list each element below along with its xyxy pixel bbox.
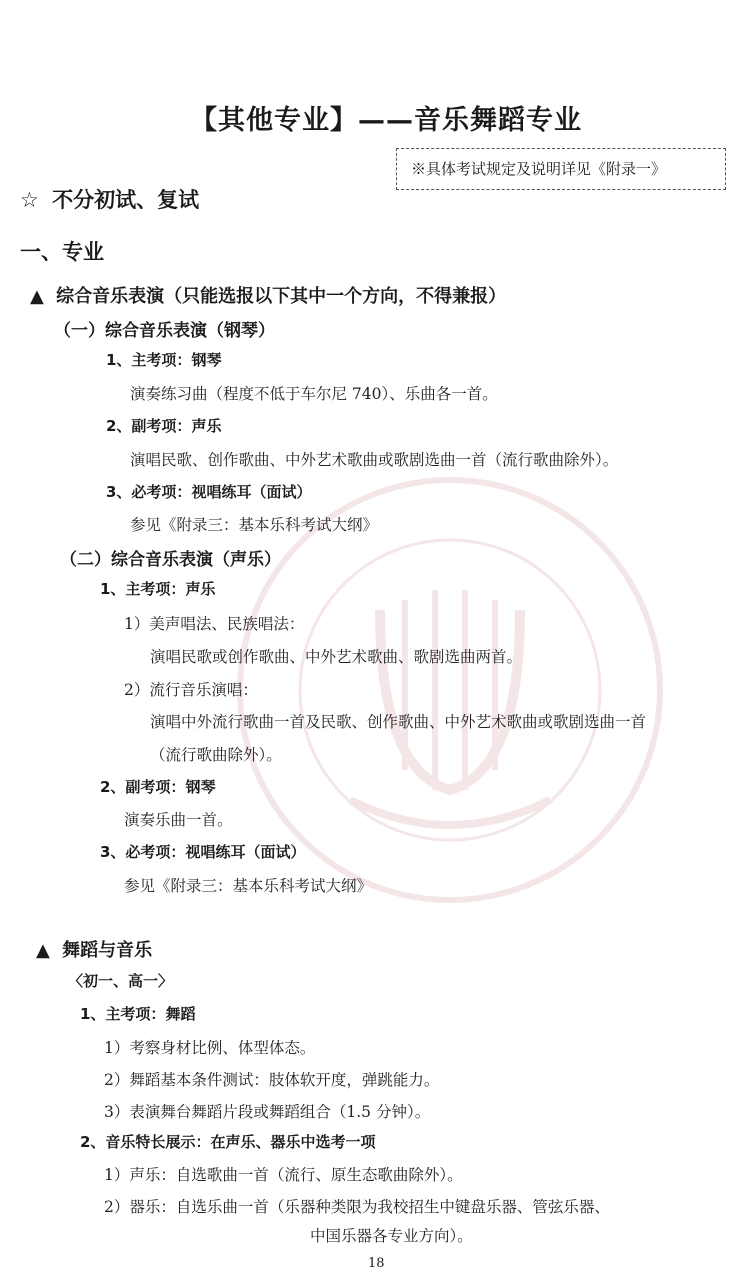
sub1-item2-label: 2、副考项：声乐 — [106, 417, 222, 435]
star-outline-icon: ☆ — [20, 188, 39, 212]
sub1-heading: （一）综合音乐表演（钢琴） — [54, 321, 275, 341]
triangle-filled-icon: ▲ — [30, 286, 44, 307]
b-item1-point: 3）表演舞台舞蹈片段或舞蹈组合（1.5 分钟）。 — [104, 1103, 431, 1121]
sub2-item1-label: 1、主考项：声乐 — [100, 580, 216, 598]
grade-label: 〈初一、高一〉 — [68, 972, 174, 990]
sub2-item3-text: 参见《附录三：基本乐科考试大纲》 — [124, 877, 373, 895]
section-star — [20, 184, 199, 214]
sub1-item3-text: 参见《附录三：基本乐科考试大纲》 — [130, 516, 379, 534]
b-item2-label: 2、音乐特长展示：在声乐、器乐中选考一项 — [80, 1133, 376, 1151]
page-title: 【其他专业】——音乐舞蹈专业 — [190, 105, 582, 136]
sub2-heading: （二）综合音乐表演（声乐） — [60, 550, 281, 570]
sub2-item1-opt1-text: 演唱民歌或创作歌曲、中外艺术歌曲、歌剧选曲两首。 — [150, 648, 523, 666]
block-a-heading-text: 综合音乐表演（只能选报以下其中一个方向，不得兼报） — [56, 286, 507, 307]
block-b-heading-text: 舞蹈与音乐 — [62, 940, 153, 961]
b-item2-point: 2）器乐：自选乐曲一首（乐器种类限为我校招生中键盘乐器、管弦乐器、 — [104, 1198, 610, 1216]
b-item2-point: 中国乐器各专业方向）。 — [310, 1227, 473, 1245]
sub1-item3-label: 3、必考项：视唱练耳（面试） — [106, 483, 312, 501]
sub2-item1-opt2-label: 2）流行音乐演唱： — [124, 681, 258, 699]
sub2-item2-label: 2、副考项：钢琴 — [100, 778, 216, 796]
sub1-item2-text: 演唱民歌、创作歌曲、中外艺术歌曲或歌剧选曲一首（流行歌曲除外）。 — [130, 451, 619, 469]
sub2-item1-opt2-text-line2: （流行歌曲除外）。 — [150, 746, 282, 764]
b-item2-point: 1）声乐：自选歌曲一首（流行、原生态歌曲除外）。 — [104, 1166, 463, 1184]
section-heading: 一、专业 — [20, 240, 104, 264]
sub2-item2-text: 演奏乐曲一首。 — [124, 811, 233, 829]
b-item1-point: 2）舞蹈基本条件测试：肢体软开度，弹跳能力。 — [104, 1071, 440, 1089]
sub1-item1-text: 演奏练习曲（程度不低于车尔尼 740）、乐曲各一首。 — [130, 385, 498, 403]
section-star-text: 不分初试、复试 — [52, 188, 200, 212]
block-b-heading — [36, 936, 152, 962]
b-item1-label: 1、主考项：舞蹈 — [80, 1005, 196, 1023]
sub2-item1-opt2-text-line1: 演唱中外流行歌曲一首及民歌、创作歌曲、中外艺术歌曲或歌剧选曲一首 — [150, 713, 647, 731]
sub2-item1-opt1-label: 1）美声唱法、民族唱法： — [124, 615, 305, 633]
b-item1-point: 1）考察身材比例、体型体态。 — [104, 1039, 316, 1057]
triangle-filled-icon: ▲ — [36, 940, 50, 961]
sub2-item3-label: 3、必考项：视唱练耳（面试） — [100, 843, 306, 861]
note-box — [396, 148, 726, 190]
page-number: 18 — [368, 1256, 385, 1271]
note-text: ※具体考试规定及说明详见《附录一》 — [411, 160, 667, 178]
block-a-heading — [30, 282, 506, 308]
sub1-item1-label: 1、主考项：钢琴 — [106, 351, 222, 369]
